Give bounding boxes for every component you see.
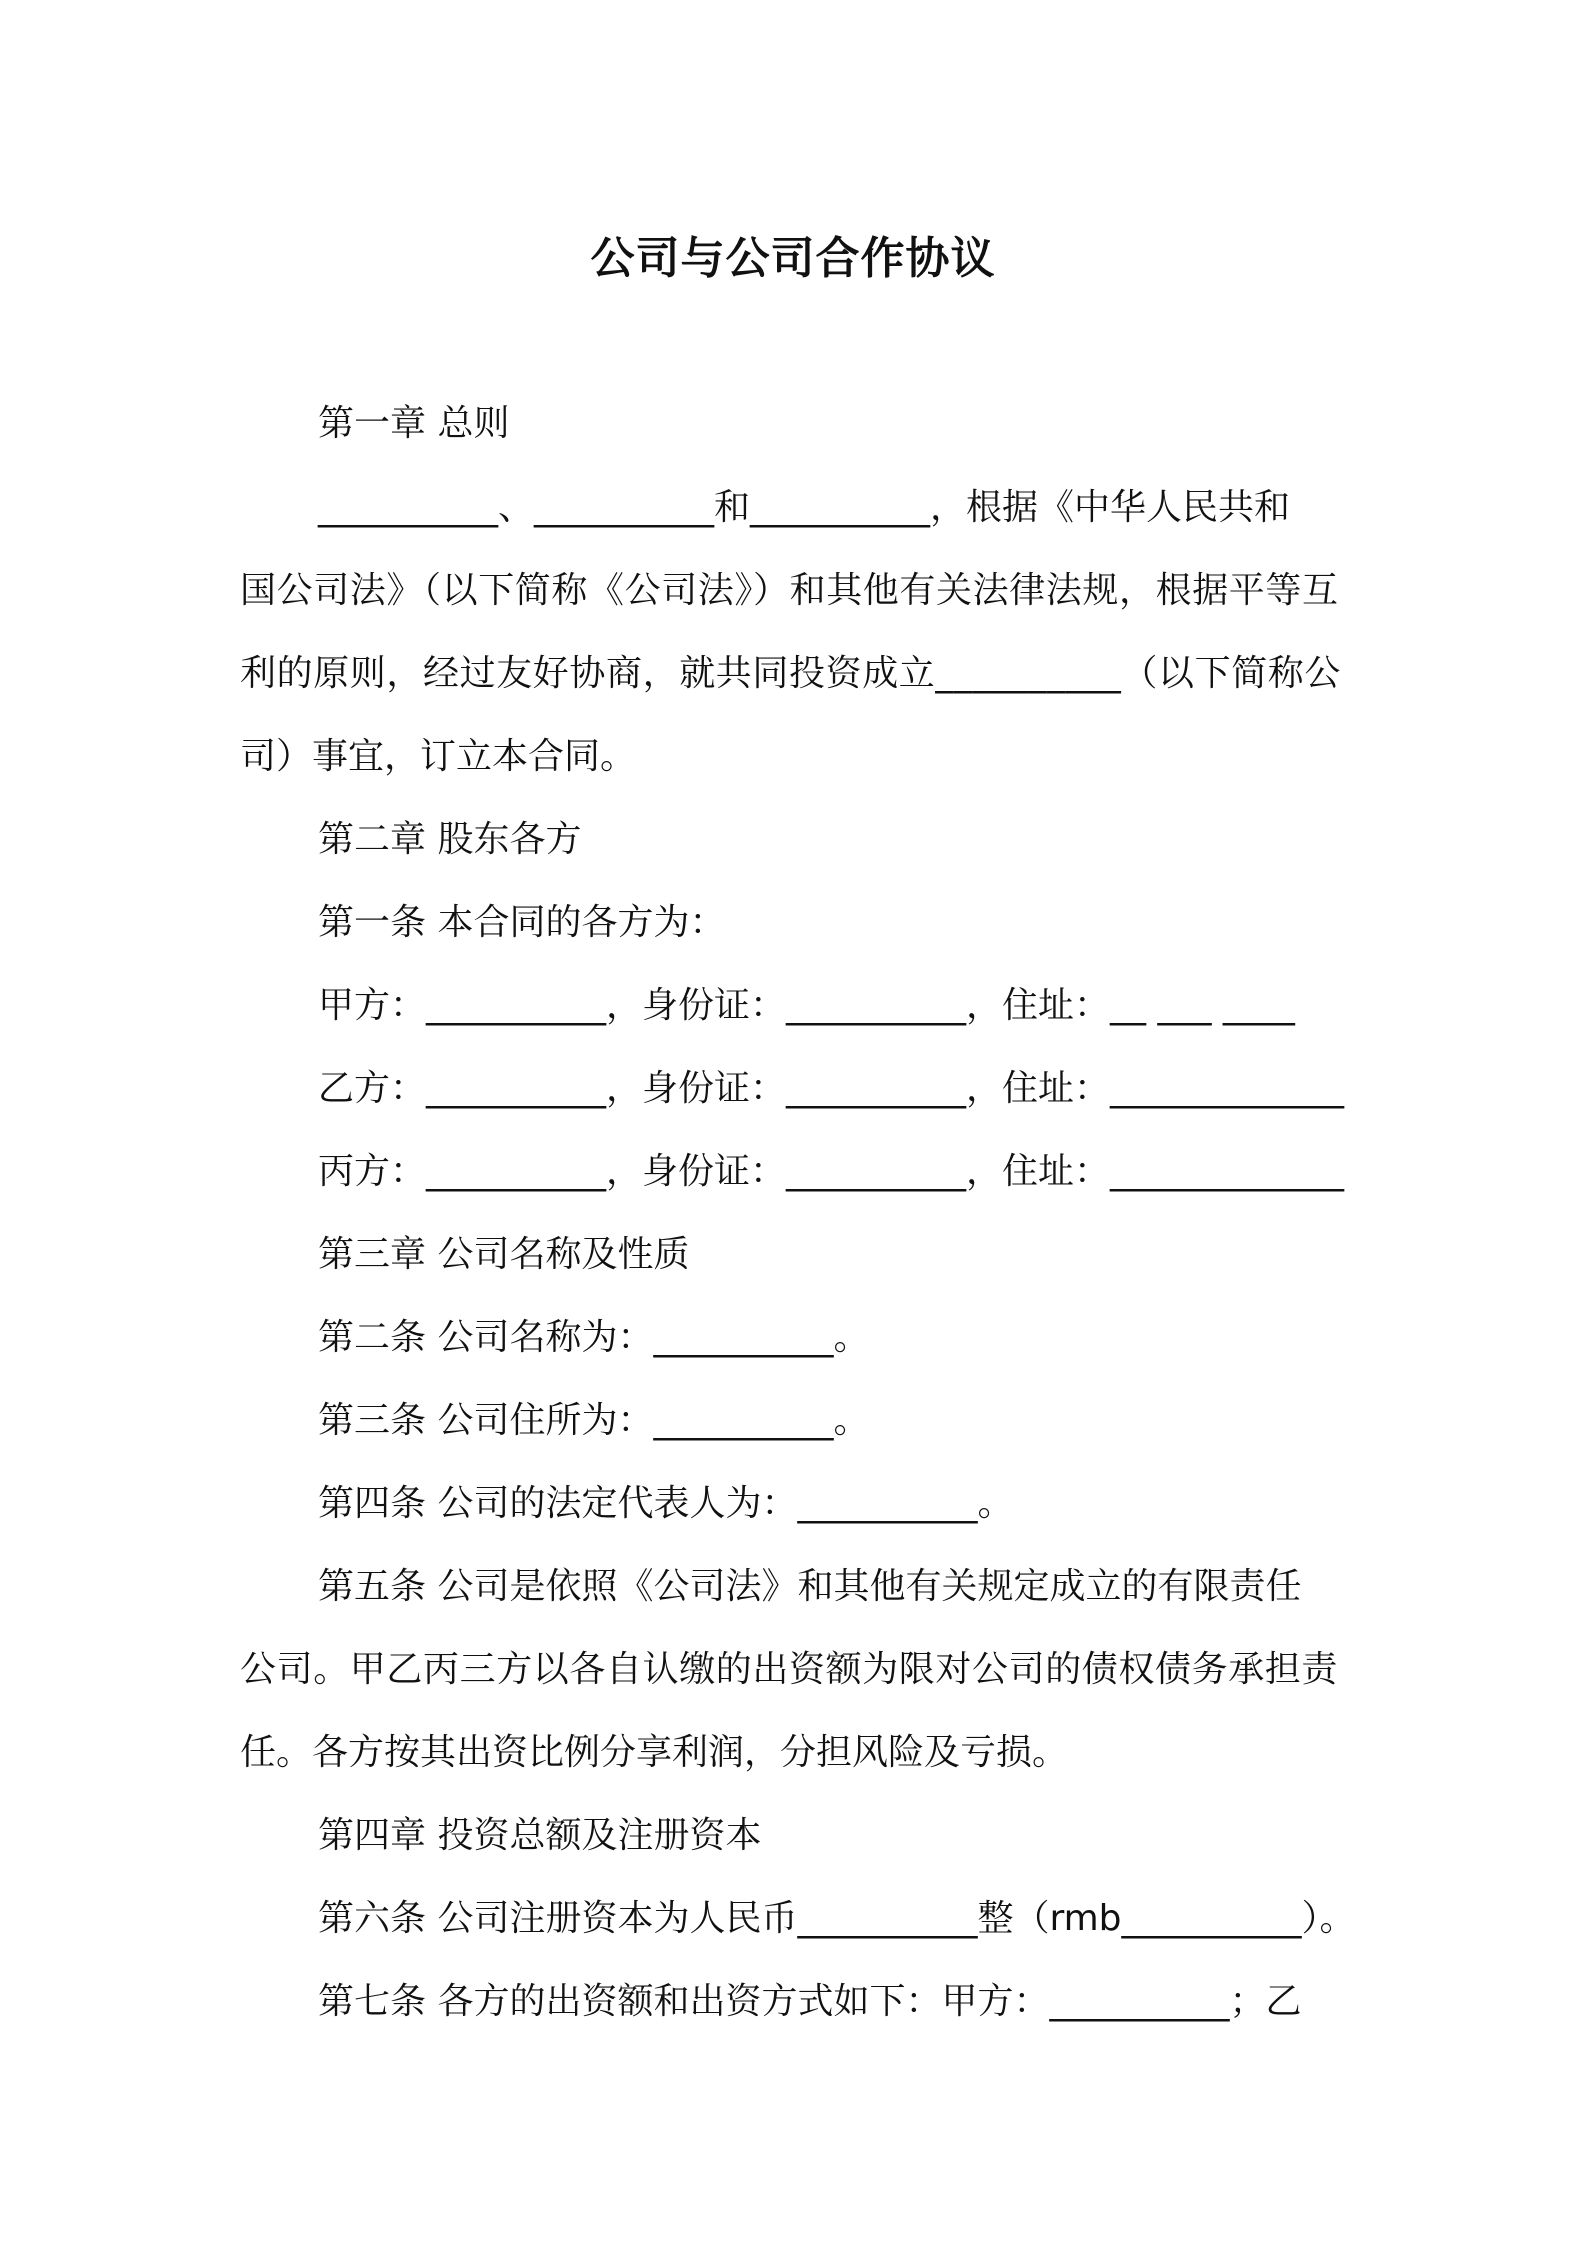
party-a-line: 甲方：__________，身份证：__________，住址：__ ___ ____ [318, 985, 1295, 1026]
paragraph-line: 利的原则，经过友好协商，就共同投资成立__________（以下简称公 [240, 653, 1341, 694]
document-title: 公司与公司合作协议 [590, 233, 996, 284]
paragraph-line: 公司。甲乙丙三方以各自认缴的出资额为限对公司的债权债务承担责 [240, 1649, 1339, 1690]
chapter-heading: 第三章 公司名称及性质 [318, 1234, 690, 1275]
paragraph-line: 国公司法》（以下简称《公司法》）和其他有关法律法规，根据平等互 [240, 570, 1339, 611]
article-line: 第二条 公司名称为：__________。 [318, 1317, 870, 1358]
chapter-heading: 第二章 股东各方 [318, 819, 582, 860]
article-line: 第一条 本合同的各方为： [318, 902, 726, 943]
paragraph-line: __________、__________和__________，根据《中华人民共和 [318, 487, 1291, 528]
paragraph-line: 司）事宜，订立本合同。 [240, 736, 637, 777]
article-line: 第七条 各方的出资额和出资方式如下：甲方：__________；乙 [318, 1981, 1302, 2022]
article-line: 第六条 公司注册资本为人民币__________整（rmb__________）。 [318, 1898, 1356, 1939]
article-line: 第五条 公司是依照《公司法》和其他有关规定成立的有限责任 [318, 1566, 1302, 1607]
chapter-heading: 第一章 总则 [318, 403, 510, 444]
party-c-line: 丙方：__________，身份证：__________，住址：_____________ [318, 1151, 1345, 1192]
article-line: 第四条 公司的法定代表人为：__________。 [318, 1483, 1014, 1524]
chapter-heading: 第四章 投资总额及注册资本 [318, 1815, 762, 1856]
party-b-line: 乙方：__________，身份证：__________，住址：_____________ [318, 1068, 1345, 1109]
paragraph-line: 任。各方按其出资比例分享利润，分担风险及亏损。 [240, 1732, 1069, 1773]
article-line: 第三条 公司住所为：__________。 [318, 1400, 870, 1441]
